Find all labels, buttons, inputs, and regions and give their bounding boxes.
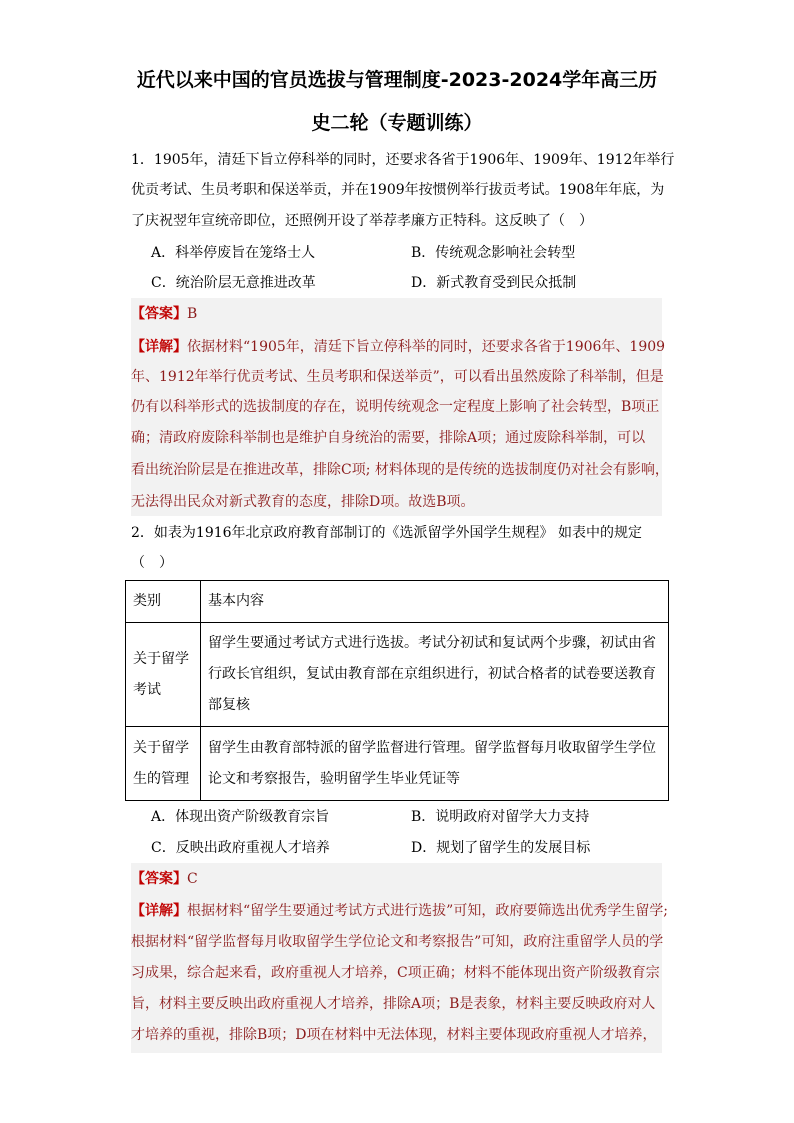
question-2-option-a[interactable]: A．体现出资产阶级教育宗旨 xyxy=(151,809,330,825)
question-1-option-d[interactable]: D．新式教育受到民众抵制 xyxy=(411,275,577,291)
page-title-line-2: 史二轮（专题训练） xyxy=(311,112,483,134)
cell-text: 关于留学 xyxy=(133,739,189,756)
cell-text: 生的管理 xyxy=(133,770,189,787)
table-row xyxy=(126,623,669,727)
question-2-option-c[interactable]: C．反映出政府重视人才培养 xyxy=(151,840,330,856)
detail-tag: 【详解】 xyxy=(131,903,187,919)
question-1-stem-line: 优贡考试、生员考职和保送举贡，并在1909年按惯例举行拔贡考试。1908年年底，为 xyxy=(131,182,665,198)
question-1-detail-line xyxy=(131,337,665,357)
table-cell-content xyxy=(201,623,669,727)
table-header-content: 基本内容 xyxy=(201,581,669,623)
question-2-option-b[interactable]: B．说明政府对留学大力支持 xyxy=(411,809,590,825)
cell-text: 留学生由教育部特派的留学监督进行管理。留学监督每月收取留学生学位 xyxy=(208,739,656,756)
question-2-option-d[interactable]: D．规划了留学生的发展目标 xyxy=(411,840,591,856)
table-header-category: 类别 xyxy=(126,581,201,623)
question-1-answer xyxy=(131,304,197,324)
cell-text: 行政长官组织，复试由教育部在京组织进行，初试合格者的试卷要送教育 xyxy=(208,666,656,682)
question-2-detail-line: 习成果，综合起来看，政府重视人才培养，C项正确；材料不能体现出资产阶级教育宗 xyxy=(131,965,660,981)
question-1-stem-line: 了庆祝翌年宣统帝即位，还照例开设了举荐孝廉方正特科。这反映了（ ） xyxy=(131,213,593,229)
table-cell-content xyxy=(201,727,669,801)
table-cell-category xyxy=(126,623,201,727)
question-1-option-a[interactable]: A．科举停废旨在笼络士人 xyxy=(151,245,316,261)
question-1-detail-line: 年、1912年举行优贡考试、生员考职和保送举贡”，可以看出虽然废除了科举制，但是 xyxy=(131,369,664,385)
question-2-detail-line: 才培养的重视，排除B项；D项在材料中无法体现，材料主要体现政府重视人才培养， xyxy=(131,1027,657,1043)
question-1-detail-line: 无法得出民众对新式教育的态度，排除D项。故选B项。 xyxy=(131,494,475,510)
table-header-row xyxy=(126,581,669,623)
question-2-detail-line: 根据材料“留学监督每月收取留学生学位论文和考察报告”可知，政府注重留学人员的学 xyxy=(131,934,664,950)
question-2-detail-line: 旨，材料主要反映出政府重视人才培养，排除A项；B是表象，材料主要反映政府对人 xyxy=(131,996,656,1012)
question-2-detail-line xyxy=(131,901,668,921)
cell-text: 考试 xyxy=(133,681,161,698)
question-1-detail-line: 仍有以科举形式的选拔制度的存在，说明传统观念一定程度上影响了社会转型，B项正 xyxy=(131,399,660,415)
detail-text: 依据材料“1905年，清廷下旨立停科举的同时，还要求各省于1906年、1909 xyxy=(187,339,666,355)
answer-tag: 【答案】 xyxy=(131,871,187,887)
answer-value: B xyxy=(187,306,198,322)
cell-text: 关于留学 xyxy=(133,650,189,667)
answer-tag: 【答案】 xyxy=(131,306,187,322)
table-cell-category xyxy=(126,727,201,801)
cell-text: 留学生要通过考试方式进行选拔。考试分初试和复试两个步骤，初试由省 xyxy=(208,635,656,651)
page-title-line-1: 近代以来中国的官员选拔与管理制度-2023-2024学年高三历 xyxy=(136,69,658,91)
regulations-table xyxy=(125,580,669,801)
question-2-stem-line: 2．如表为1916年北京政府教育部制订的《选派留学外国学生规程》 如表中的规定 xyxy=(131,525,642,541)
cell-text: 部复核 xyxy=(208,697,250,713)
question-1-option-b[interactable]: B．传统观念影响社会转型 xyxy=(411,245,576,261)
question-1-detail-line: 确；清政府废除科举制也是维护自身统治的需要，排除A项；通过废除科举制，可以 xyxy=(131,430,646,446)
answer-value: C xyxy=(187,871,198,887)
table-row xyxy=(126,727,669,801)
question-2-stem-line: （ ） xyxy=(131,555,173,571)
question-2-answer xyxy=(131,869,198,889)
cell-text: 论文和考察报告，验明留学生毕业凭证等 xyxy=(208,770,460,787)
question-1-option-c[interactable]: C．统治阶层无意推进改革 xyxy=(151,275,316,291)
detail-text: 根据材料“留学生要通过考试方式进行选拔”可知，政府要筛选出优秀学生留学; xyxy=(187,903,669,919)
question-1-stem-line: 1．1905年，清廷下旨立停科举的同时，还要求各省于1906年、1909年、1912年举行 xyxy=(131,152,675,168)
question-1-detail-line: 看出统治阶层是在推进改革，排除C项; 材料体现的是传统的选拔制度仍对社会有影响， xyxy=(131,462,669,478)
detail-tag: 【详解】 xyxy=(131,339,187,355)
